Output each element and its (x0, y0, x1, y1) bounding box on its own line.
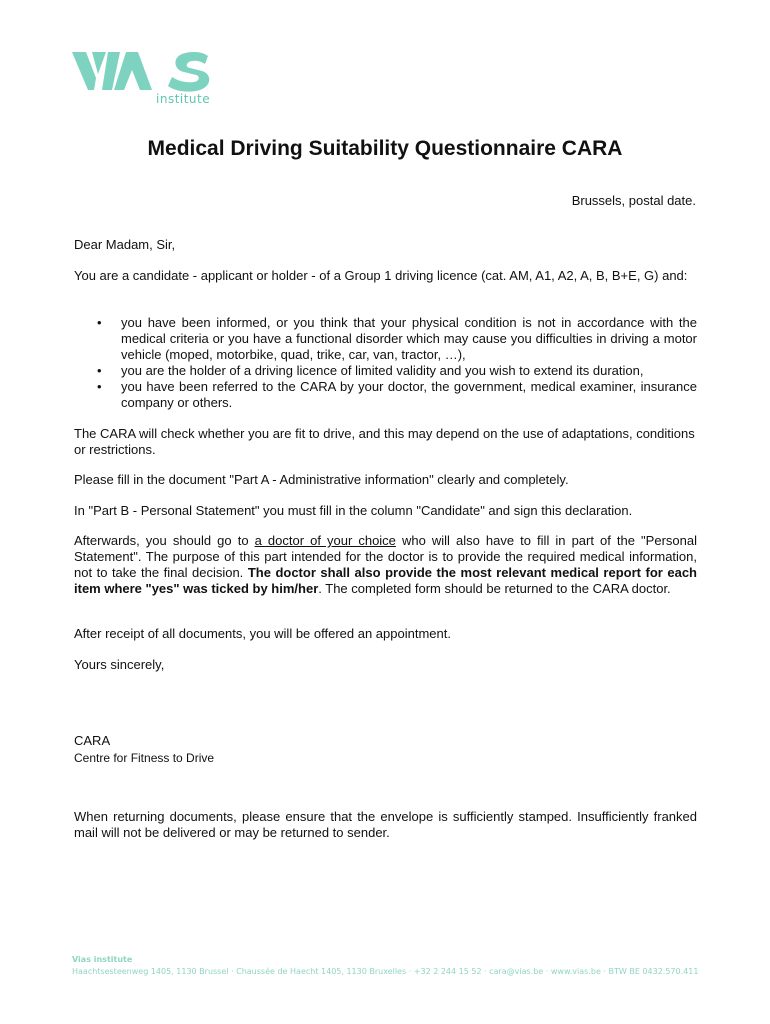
closing (74, 657, 697, 673)
receipt-paragraph (74, 626, 697, 642)
part-a-paragraph (74, 472, 697, 488)
logo-subtitle: institute (156, 92, 211, 106)
footer-address: Haachtsesteenweg 1405, 1130 Brussel · Chaussée de Haecht 1405, 1130 Bruxelles · +32 2 244 15 52 · cara@vias.be · www.vias.be · BTW BE 0432.570.411 (72, 967, 699, 976)
cara-text: The CARA will check whether you are fit to drive, and this may depend on the use of adaptations, conditions or restrictions. (74, 426, 695, 457)
return-notice-text: When returning documents, please ensure that the envelope is sufficiently stamped. Insufficiently franked mail will not be delivered or may be returned to sender. (74, 809, 697, 840)
doctor-text-end: . The completed form should be returned to the CARA doctor. (318, 581, 671, 596)
signature-subtitle: Centre for Fitness to Drive (74, 751, 215, 765)
vias-logo-mark (72, 48, 212, 94)
list-item (74, 363, 697, 379)
bullet-icon: • (97, 379, 102, 394)
list-item-text: you have been informed, or you think that your physical condition is not in accordance with the medical criteria or you have a functional disorder which may cause you difficulties in driving a motor vehicle (moped, motorbike, quad, trike, car, van, tractor, …), (121, 315, 697, 362)
doctor-paragraph (74, 533, 697, 597)
signature-block (74, 733, 697, 766)
salutation-text: Dear Madam, Sir, (74, 237, 176, 252)
list-item (74, 315, 697, 363)
vias-logo (72, 48, 212, 110)
cara-paragraph (74, 426, 697, 458)
bullet-icon: • (97, 363, 102, 378)
closing-text: Yours sincerely, (74, 657, 165, 672)
doctor-choice-link: a doctor of your choice (254, 533, 396, 548)
part-a-text: Please fill in the document "Part A - Administrative information" clearly and completely. (74, 472, 569, 487)
return-notice (74, 809, 697, 841)
receipt-text: After receipt of all documents, you will be offered an appointment. (74, 626, 451, 641)
part-b-paragraph (74, 503, 697, 519)
doctor-text-bold: The doctor shall also provide the most relevant medical report for each item where "yes" was ticked by him/her (74, 565, 697, 596)
part-b-text: In "Part B - Personal Statement" you must fill in the column "Candidate" and sign this declaration. (74, 503, 633, 518)
intro-paragraph (74, 268, 697, 284)
doctor-text-middle: who will also have to fill in part of the "Personal Statement". The purpose of this part intended for the doctor is to provide the required medical information, not to take the final decision. (74, 533, 697, 580)
list-item-text: you have been referred to the CARA by your doctor, the government, medical examiner, insurance company or others. (121, 379, 697, 410)
intro-text: You are a candidate - applicant or holder - of a Group 1 driving licence (cat. AM, A1, A2, A, B, B+E, G) and: (74, 268, 688, 283)
condition-list (74, 315, 697, 411)
list-item-text: you are the holder of a driving licence of limited validity and you wish to extend its duration, (121, 363, 644, 378)
bullet-icon: • (97, 315, 102, 330)
document-title: Medical Driving Suitability Questionnaire CARA (147, 137, 623, 160)
signature-name: CARA (74, 733, 111, 748)
letter-date: Brussels, postal date. (571, 193, 696, 208)
doctor-text-start: Afterwards, you should go to (74, 533, 255, 548)
salutation (74, 237, 697, 253)
page-footer (72, 954, 698, 978)
list-item (74, 379, 697, 411)
footer-org: Vias institute (72, 955, 133, 964)
